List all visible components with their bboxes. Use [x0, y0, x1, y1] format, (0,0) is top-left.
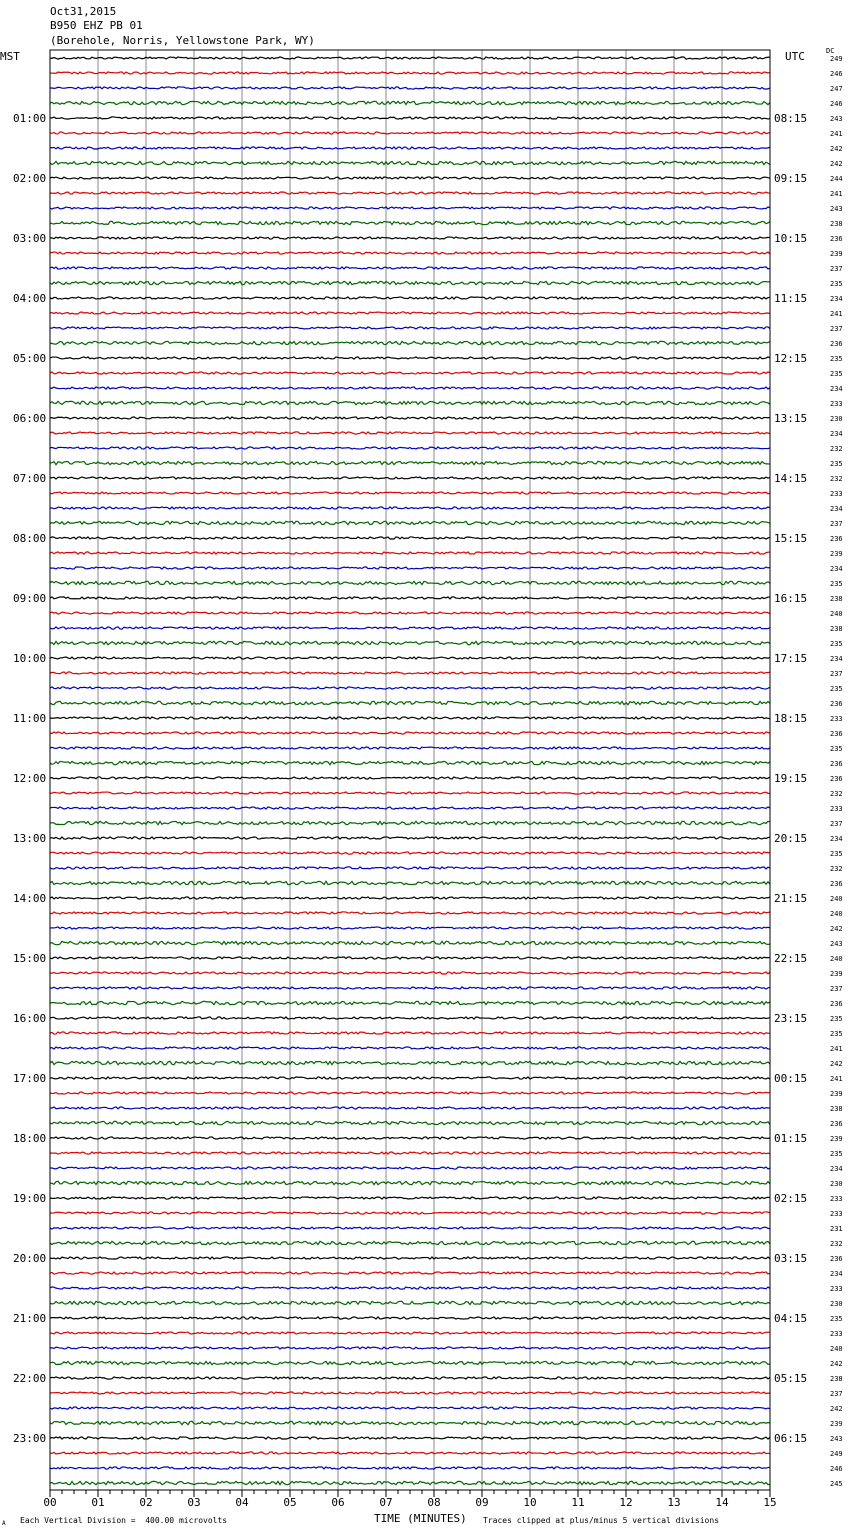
trace-line — [50, 717, 770, 719]
dc-value: 237 — [830, 820, 843, 828]
dc-value: 232 — [830, 445, 843, 453]
left-hour-label: 16:00 — [13, 1012, 47, 1025]
trace-line — [50, 281, 770, 284]
trace-line — [50, 987, 770, 989]
dc-value: 231 — [830, 1225, 843, 1233]
trace-line — [50, 1287, 770, 1289]
trace-line — [50, 1061, 770, 1064]
x-tick-label: 11 — [571, 1496, 585, 1509]
x-tick-label: 08 — [427, 1496, 441, 1509]
trace-line — [50, 1272, 770, 1274]
trace-line — [50, 1347, 770, 1349]
dc-value: 233 — [830, 1210, 843, 1218]
right-hour-label: 23:15 — [774, 1012, 808, 1025]
dc-value: 230 — [830, 415, 843, 423]
x-tick-label: 00 — [43, 1496, 57, 1509]
trace-line — [50, 72, 770, 74]
dc-value: 236 — [830, 880, 843, 888]
dc-value: 237 — [830, 520, 843, 528]
dc-value: 235 — [830, 370, 843, 378]
dc-value: 246 — [830, 70, 843, 78]
left-hour-label: 19:00 — [13, 1192, 47, 1205]
dc-value: 240 — [830, 895, 843, 903]
dc-value: 249 — [830, 55, 843, 63]
right-hour-label: 18:15 — [774, 712, 808, 725]
dc-value: 235 — [830, 1150, 843, 1158]
trace-line — [50, 357, 770, 359]
dc-value: 239 — [830, 1135, 843, 1143]
dc-value: 244 — [830, 175, 843, 183]
trace-line — [50, 1047, 770, 1049]
dc-value: 233 — [830, 805, 843, 813]
trace-line — [50, 177, 770, 179]
right-hour-label: 08:15 — [774, 112, 808, 125]
left-hour-label: 22:00 — [13, 1372, 47, 1385]
trace-line — [50, 957, 770, 959]
dc-value: 233 — [830, 715, 843, 723]
dc-value: 243 — [830, 115, 843, 123]
trace-line — [50, 597, 770, 599]
trace-line — [50, 1017, 770, 1019]
scale-note: Each Vertical Division = 400.00 microvolts — [20, 1516, 228, 1525]
trace-line — [50, 1361, 770, 1364]
dc-value: 239 — [830, 1090, 843, 1098]
left-hour-label: 23:00 — [13, 1432, 47, 1445]
dc-value: 232 — [830, 865, 843, 873]
trace-line — [50, 221, 770, 224]
dc-value: 239 — [830, 550, 843, 558]
dc-value: 242 — [830, 1060, 843, 1068]
trace-line — [50, 267, 770, 269]
dc-value: 237 — [830, 265, 843, 273]
trace-line — [50, 1377, 770, 1379]
dc-value: 235 — [830, 1030, 843, 1038]
trace-line — [50, 821, 770, 824]
left-hour-label: 03:00 — [13, 232, 47, 245]
dc-value: 236 — [830, 775, 843, 783]
trace-line — [50, 57, 770, 59]
dc-value: 235 — [830, 580, 843, 588]
trace-line — [50, 777, 770, 779]
trace-line — [50, 641, 770, 644]
dc-value: 246 — [830, 100, 843, 108]
dc-value: 242 — [830, 145, 843, 153]
left-hour-label: 21:00 — [13, 1312, 47, 1325]
right-hour-label: 14:15 — [774, 472, 808, 485]
right-timezone-label: UTC — [785, 50, 805, 63]
trace-line — [50, 1212, 770, 1214]
left-hour-label: 13:00 — [13, 832, 47, 845]
plot-border — [50, 50, 770, 1490]
dc-value: 235 — [830, 1315, 843, 1323]
trace-line — [50, 521, 770, 524]
dc-value: 235 — [830, 460, 843, 468]
trace-line — [50, 492, 770, 494]
dc-value: 238 — [830, 220, 843, 228]
dc-value: 242 — [830, 160, 843, 168]
trace-line — [50, 401, 770, 404]
axis-labels — [13, 55, 843, 1509]
trace-line — [50, 927, 770, 929]
right-hour-label: 20:15 — [774, 832, 808, 845]
dc-value: 236 — [830, 235, 843, 243]
dc-value: 234 — [830, 1165, 843, 1173]
trace-line — [50, 1167, 770, 1169]
trace-line — [50, 1137, 770, 1139]
trace-line — [50, 417, 770, 419]
trace-line — [50, 972, 770, 974]
right-hour-label: 19:15 — [774, 772, 808, 785]
trace-line — [50, 701, 770, 704]
dc-value: 242 — [830, 1360, 843, 1368]
trace-line — [50, 852, 770, 854]
trace-line — [50, 567, 770, 569]
right-hour-label: 04:15 — [774, 1312, 808, 1325]
dc-value: 238 — [830, 1375, 843, 1383]
left-hour-label: 18:00 — [13, 1132, 47, 1145]
trace-line — [50, 747, 770, 749]
right-hour-label: 12:15 — [774, 352, 808, 365]
trace-line — [50, 297, 770, 299]
trace-line — [50, 1257, 770, 1259]
dc-value: 233 — [830, 1330, 843, 1338]
right-hour-label: 15:15 — [774, 532, 808, 545]
dc-value: 234 — [830, 385, 843, 393]
trace-line — [50, 1121, 770, 1124]
dc-value: 237 — [830, 985, 843, 993]
x-tick-label: 05 — [283, 1496, 297, 1509]
dc-value: 233 — [830, 490, 843, 498]
dc-value: 240 — [830, 610, 843, 618]
dc-value: 236 — [830, 700, 843, 708]
dc-value: 241 — [830, 130, 843, 138]
dc-value: 236 — [830, 1120, 843, 1128]
right-hour-label: 17:15 — [774, 652, 808, 665]
right-hour-label: 03:15 — [774, 1252, 808, 1265]
trace-line — [50, 147, 770, 149]
trace-line — [50, 87, 770, 89]
dc-value: 240 — [830, 1345, 843, 1353]
right-hour-label: 11:15 — [774, 292, 808, 305]
trace-line — [50, 792, 770, 794]
trace-line — [50, 897, 770, 899]
trace-line — [50, 581, 770, 584]
dc-value: 233 — [830, 400, 843, 408]
dc-column-header: DC — [826, 47, 835, 55]
trace-line — [50, 461, 770, 464]
right-hour-label: 21:15 — [774, 892, 808, 905]
dc-value: 234 — [830, 835, 843, 843]
dc-value: 237 — [830, 325, 843, 333]
left-hour-label: 20:00 — [13, 1252, 47, 1265]
dc-value: 236 — [830, 730, 843, 738]
right-hour-label: 05:15 — [774, 1372, 808, 1385]
dc-value: 235 — [830, 280, 843, 288]
trace-line — [50, 612, 770, 614]
x-tick-label: 12 — [619, 1496, 633, 1509]
dc-value: 232 — [830, 475, 843, 483]
left-hour-label: 10:00 — [13, 652, 47, 665]
trace-line — [50, 1032, 770, 1034]
trace-line — [50, 1181, 770, 1184]
left-hour-label: 09:00 — [13, 592, 47, 605]
trace-line — [50, 1092, 770, 1094]
trace-line — [50, 1421, 770, 1424]
left-hour-label: 08:00 — [13, 532, 47, 545]
dc-value: 239 — [830, 970, 843, 978]
dc-value: 236 — [830, 760, 843, 768]
trace-line — [50, 1332, 770, 1334]
x-tick-label: 09 — [475, 1496, 489, 1509]
trace-line — [50, 732, 770, 734]
left-hour-label: 15:00 — [13, 952, 47, 965]
dc-value: 236 — [830, 1255, 843, 1263]
dc-value: 234 — [830, 565, 843, 573]
x-tick-label: 04 — [235, 1496, 249, 1509]
trace-line — [50, 912, 770, 914]
x-tick-label: 15 — [763, 1496, 777, 1509]
trace-line — [50, 1452, 770, 1454]
dc-value: 240 — [830, 910, 843, 918]
dc-value: 234 — [830, 655, 843, 663]
right-hour-label: 01:15 — [774, 1132, 808, 1145]
trace-line — [50, 1197, 770, 1199]
trace-line — [50, 627, 770, 629]
right-hour-label: 06:15 — [774, 1432, 808, 1445]
trace-line — [50, 192, 770, 194]
trace-line — [50, 867, 770, 869]
trace-line — [50, 761, 770, 764]
dc-value: 249 — [830, 1450, 843, 1458]
trace-line — [50, 1001, 770, 1004]
left-hour-label: 06:00 — [13, 412, 47, 425]
dc-value: 235 — [830, 850, 843, 858]
trace-line — [50, 941, 770, 944]
x-tick-label: 01 — [91, 1496, 105, 1509]
trace-line — [50, 881, 770, 884]
dc-value: 241 — [830, 310, 843, 318]
dc-value: 236 — [830, 340, 843, 348]
left-hour-label: 02:00 — [13, 172, 47, 185]
dc-value: 242 — [830, 1405, 843, 1413]
left-hour-label: 01:00 — [13, 112, 47, 125]
x-tick-label: 13 — [667, 1496, 681, 1509]
trace-line — [50, 687, 770, 689]
trace-line — [50, 327, 770, 329]
left-hour-label: 17:00 — [13, 1072, 47, 1085]
chart-date: Oct31,2015 — [50, 5, 117, 18]
right-hour-label: 13:15 — [774, 412, 808, 425]
dc-value: 240 — [830, 955, 843, 963]
trace-line — [50, 101, 770, 104]
dc-value: 234 — [830, 430, 843, 438]
trace-line — [50, 1481, 770, 1484]
dc-value: 243 — [830, 1435, 843, 1443]
trace-lines — [50, 57, 770, 1485]
dc-value: 241 — [830, 1075, 843, 1083]
dc-value: 235 — [830, 1015, 843, 1023]
trace-line — [50, 1301, 770, 1304]
trace-line — [50, 507, 770, 509]
dc-value: 233 — [830, 1195, 843, 1203]
left-hour-label: 11:00 — [13, 712, 47, 725]
trace-line — [50, 341, 770, 344]
dc-value: 247 — [830, 85, 843, 93]
dc-value: 236 — [830, 535, 843, 543]
dc-value: 233 — [830, 1285, 843, 1293]
dc-value: 230 — [830, 1300, 843, 1308]
trace-line — [50, 1152, 770, 1154]
trace-line — [50, 657, 770, 659]
left-hour-label: 07:00 — [13, 472, 47, 485]
trace-line — [50, 372, 770, 374]
dc-value: 243 — [830, 205, 843, 213]
trace-line — [50, 237, 770, 239]
dc-value: 235 — [830, 640, 843, 648]
trace-line — [50, 837, 770, 839]
dc-value: 239 — [830, 1420, 843, 1428]
trace-line — [50, 1437, 770, 1439]
trace-line — [50, 252, 770, 254]
dc-value: 239 — [830, 250, 843, 258]
dc-value: 237 — [830, 1390, 843, 1398]
x-tick-label: 10 — [523, 1496, 537, 1509]
trace-line — [50, 161, 770, 164]
dc-value: 245 — [830, 1480, 843, 1488]
trace-line — [50, 1392, 770, 1394]
trace-line — [50, 1317, 770, 1319]
right-hour-label: 10:15 — [774, 232, 808, 245]
dc-value: 234 — [830, 1270, 843, 1278]
trace-line — [50, 477, 770, 479]
trace-line — [50, 117, 770, 119]
right-hour-label: 02:15 — [774, 1192, 808, 1205]
dc-value: 238 — [830, 595, 843, 603]
x-tick-label: 06 — [331, 1496, 345, 1509]
dc-value: 232 — [830, 1240, 843, 1248]
right-hour-label: 00:15 — [774, 1072, 808, 1085]
clip-note: Traces clipped at plus/minus 5 vertical divisions — [483, 1516, 720, 1525]
dc-value: 241 — [830, 190, 843, 198]
trace-line — [50, 1407, 770, 1409]
dc-value: 236 — [830, 1000, 843, 1008]
trace-line — [50, 807, 770, 809]
trace-line — [50, 132, 770, 134]
left-hour-label: 14:00 — [13, 892, 47, 905]
dc-value: 237 — [830, 670, 843, 678]
trace-line — [50, 1227, 770, 1229]
trace-line — [50, 387, 770, 389]
trace-line — [50, 672, 770, 674]
corner-mark: A — [2, 1520, 6, 1527]
right-hour-label: 22:15 — [774, 952, 808, 965]
dc-value: 241 — [830, 1045, 843, 1053]
dc-value: 232 — [830, 790, 843, 798]
trace-line — [50, 312, 770, 314]
left-timezone-label: MST — [0, 50, 20, 63]
dc-value: 234 — [830, 505, 843, 513]
dc-value: 246 — [830, 1465, 843, 1473]
dc-value: 238 — [830, 1105, 843, 1113]
dc-value: 234 — [830, 295, 843, 303]
right-hour-label: 09:15 — [774, 172, 808, 185]
dc-value: 242 — [830, 925, 843, 933]
trace-line — [50, 1077, 770, 1079]
dc-value: 235 — [830, 685, 843, 693]
dc-value: 243 — [830, 940, 843, 948]
x-axis-label: TIME (MINUTES) — [374, 1512, 467, 1525]
left-hour-label: 12:00 — [13, 772, 47, 785]
trace-line — [50, 1241, 770, 1244]
chart-title: B950 EHZ PB 01 — [50, 19, 143, 32]
left-hour-label: 04:00 — [13, 292, 47, 305]
trace-line — [50, 1107, 770, 1109]
x-tick-label: 14 — [715, 1496, 729, 1509]
trace-line — [50, 552, 770, 554]
station-location: (Borehole, Norris, Yellowstone Park, WY) — [50, 34, 315, 47]
trace-line — [50, 1467, 770, 1469]
dc-value: 235 — [830, 355, 843, 363]
right-hour-label: 16:15 — [774, 592, 808, 605]
dc-value: 238 — [830, 625, 843, 633]
x-tick-label: 03 — [187, 1496, 201, 1509]
left-hour-label: 05:00 — [13, 352, 47, 365]
dc-value: 235 — [830, 745, 843, 753]
trace-line — [50, 447, 770, 449]
x-tick-label: 02 — [139, 1496, 153, 1509]
trace-line — [50, 537, 770, 539]
trace-line — [50, 207, 770, 209]
dc-value: 230 — [830, 1180, 843, 1188]
x-tick-label: 07 — [379, 1496, 393, 1509]
trace-line — [50, 432, 770, 434]
